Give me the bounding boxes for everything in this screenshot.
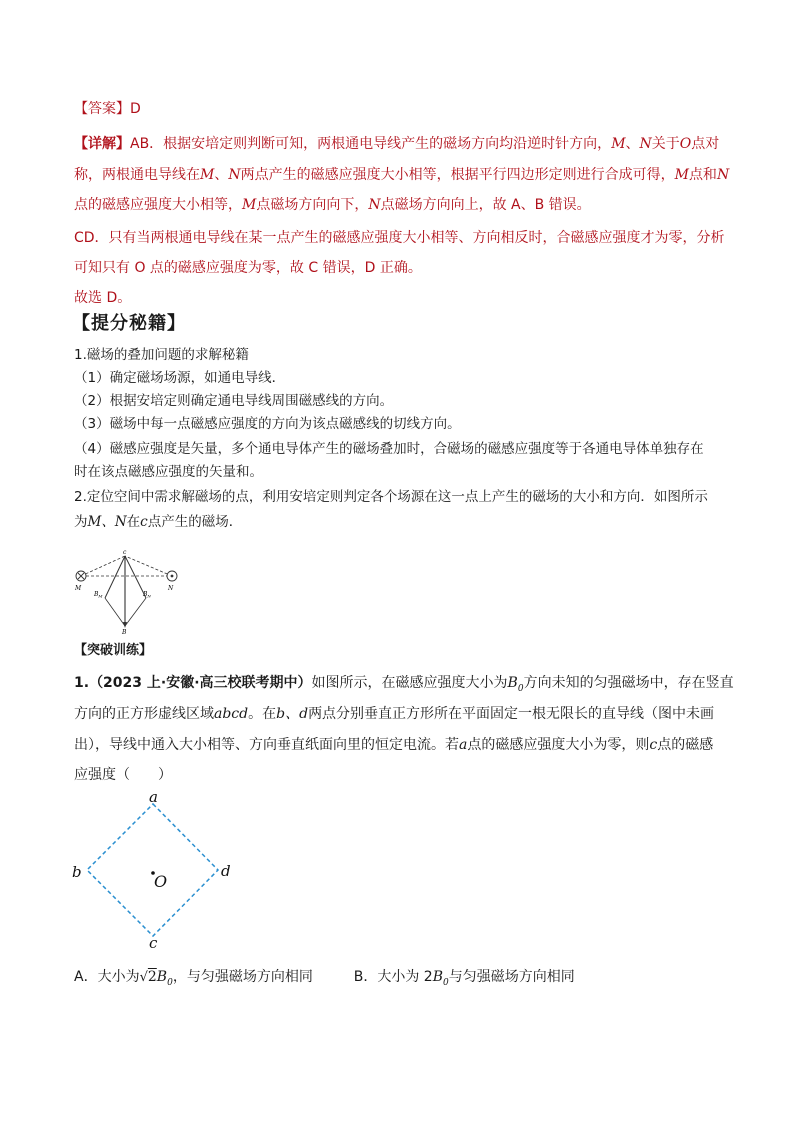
symbol-n: N bbox=[716, 167, 730, 183]
tips-title-2b bbox=[74, 513, 724, 531]
tips-title-2a: 2.定位空间中需求解磁场的点，利用安培定则判定各个场源在这一点上产生的磁场的大小和方向．如图所示 bbox=[74, 489, 708, 505]
symbol-sep: 、 bbox=[214, 167, 229, 183]
detail-cd-line-2: 可知只有 O 点的磁感应强度为零，故 C 错误，D 正确。 bbox=[74, 260, 422, 276]
symbol-n: N bbox=[639, 136, 652, 152]
answer-line bbox=[74, 100, 724, 118]
question-text: 点的磁感应强度大小为零，则 bbox=[467, 737, 650, 753]
parallelogram-side bbox=[105, 598, 125, 626]
symbol-n: N bbox=[368, 197, 381, 213]
label-bm-sub: M bbox=[98, 593, 103, 599]
tips-text: 点产生的磁场． bbox=[147, 514, 243, 530]
label-m: M bbox=[75, 585, 82, 592]
detail-conclusion: 故选 D。 bbox=[74, 290, 132, 306]
center-o: O bbox=[154, 872, 168, 891]
option-a[interactable] bbox=[74, 969, 317, 988]
question-text: 方向的正方形虚线区域 bbox=[74, 706, 214, 722]
detail-text: 点对 bbox=[691, 136, 720, 152]
answer-value: D bbox=[130, 101, 141, 117]
question-text: 两点分别垂直正方形所在平面固定一根无限长的直导线（图中未画 bbox=[308, 706, 715, 722]
option-b-rest: 与匀强磁场方向相同 bbox=[448, 969, 575, 985]
symbol-c: c bbox=[649, 737, 658, 753]
label-bn-sub: N bbox=[147, 593, 151, 599]
vector-bm bbox=[105, 556, 125, 598]
symbol-abcd: abcd bbox=[214, 706, 249, 722]
symbol-b0: B bbox=[507, 675, 518, 691]
nc-dashed-line bbox=[125, 556, 172, 576]
square-region-diagram bbox=[66, 788, 246, 953]
tips-step-2: （2）根据安培定则确定通电导线周围磁感线的方向。 bbox=[74, 393, 394, 409]
parallelogram-side bbox=[125, 598, 146, 626]
sqrt-icon: √ bbox=[139, 970, 148, 985]
option-a-rest: ，与匀强磁场方向相同 bbox=[172, 969, 313, 985]
mc-dashed-line bbox=[81, 556, 125, 576]
detail-line-3 bbox=[74, 196, 724, 214]
symbol-o: O bbox=[679, 136, 692, 152]
field-superposition-diagram bbox=[70, 548, 190, 638]
tips-step-4a: （4）磁感应强度是矢量，多个通电导体产生的磁场叠加时，合磁场的磁感应强度等于各通电导体单独存在 bbox=[74, 441, 704, 457]
question-number: 1. bbox=[74, 675, 90, 691]
question-source: （2023 上·安徽·高三校联考期中） bbox=[89, 675, 312, 691]
question-text: 如图所示，在磁感应强度大小为 bbox=[311, 675, 508, 691]
tips-text: 在 bbox=[126, 514, 141, 530]
option-a-b: B bbox=[156, 969, 168, 985]
detail-cd-line-1: CD．只有当两根通电导线在某一点产生的磁感应强度大小相等、方向相反时，合磁感应强度才为零，分析 bbox=[74, 230, 725, 246]
label-bm bbox=[93, 591, 103, 599]
question-line-2 bbox=[74, 705, 724, 723]
detail-text: 称，两根通电导线在 bbox=[74, 167, 200, 183]
question-text: 点的磁感 bbox=[657, 737, 714, 753]
tips-step-4b: 时在该点磁感应强度的矢量和。 bbox=[74, 464, 263, 480]
question-line-3 bbox=[74, 736, 724, 754]
symbol-c: c bbox=[140, 514, 148, 530]
option-b-b: B bbox=[432, 969, 443, 985]
dashed-square bbox=[87, 804, 218, 936]
symbol-n: N bbox=[228, 167, 241, 183]
vertex-b: b bbox=[72, 863, 82, 881]
tips-step-1: （1）确定磁场场源，如通电导线． bbox=[74, 370, 286, 386]
symbol-m: M bbox=[611, 136, 626, 152]
detail-text: 点的磁感应强度大小相等， bbox=[74, 197, 242, 213]
detail-text: 两点产生的磁感应强度大小相等，根据平行四边形定则进行合成可得， bbox=[240, 167, 675, 183]
option-a-sub: 0 bbox=[167, 977, 173, 988]
detail-line-2 bbox=[74, 166, 730, 184]
symbol-m: M bbox=[242, 197, 257, 213]
question-text: 。在 bbox=[248, 706, 277, 722]
arrowhead-icon bbox=[123, 622, 127, 628]
wire-n-dot-icon bbox=[171, 575, 174, 578]
label-bm-main: B bbox=[94, 591, 99, 598]
answer-label: 【答案】 bbox=[74, 101, 130, 117]
symbol-m: M bbox=[674, 167, 689, 183]
symbol-bd: b、d bbox=[276, 706, 309, 722]
option-a-root: 2 bbox=[147, 969, 157, 985]
label-n: N bbox=[168, 585, 174, 592]
symbol-mn: M、N bbox=[87, 514, 127, 530]
question-line-1 bbox=[74, 674, 734, 698]
vertex-c: c bbox=[149, 934, 158, 952]
vertex-d: d bbox=[221, 862, 231, 880]
tips-step-3: （3）磁场中每一点磁感应强度的方向为该点磁感线的切线方向。 bbox=[74, 416, 461, 432]
label-bn-main: B bbox=[143, 591, 148, 598]
question-text: 出），导线中通入大小相等、方向垂直纸面向里的恒定电流。若 bbox=[74, 737, 459, 753]
detail-text: 点磁场方向向下， bbox=[256, 197, 369, 213]
symbol-b0-sub: 0 bbox=[517, 683, 524, 694]
option-a-label: A．大小为 bbox=[74, 969, 140, 985]
label-bn bbox=[142, 591, 151, 599]
option-b-label: B．大小为 2 bbox=[353, 969, 433, 985]
question-text: 方向未知的匀强磁场中，存在竖直 bbox=[523, 675, 734, 691]
detail-label: 【详解】 bbox=[74, 136, 130, 152]
options-line bbox=[74, 968, 724, 992]
training-heading: 【突破训练】 bbox=[74, 643, 153, 658]
option-b[interactable] bbox=[353, 969, 575, 988]
label-c: c bbox=[123, 549, 127, 556]
option-b-sub: 0 bbox=[443, 977, 449, 988]
detail-text: AB．根据安培定则判断可知，两根通电导线产生的磁场方向均沿逆时针方向， bbox=[130, 136, 612, 152]
symbol-m: M bbox=[200, 167, 215, 183]
detail-text: 关于 bbox=[651, 136, 680, 152]
symbol-a: a bbox=[459, 737, 468, 753]
tips-title-1: 1.磁场的叠加问题的求解秘籍 bbox=[74, 347, 249, 363]
vertex-a: a bbox=[149, 788, 158, 806]
label-b: B bbox=[122, 629, 127, 636]
detail-line-1 bbox=[74, 135, 724, 153]
symbol-sep: 、 bbox=[625, 136, 640, 152]
detail-text: 点和 bbox=[688, 167, 717, 183]
detail-text: 点磁场方向向上，故 A、B 错误。 bbox=[380, 197, 591, 213]
tips-text: 为 bbox=[74, 514, 88, 530]
tips-heading: 【提分秘籍】 bbox=[72, 313, 186, 334]
question-line-4: 应强度（ ） bbox=[74, 767, 172, 783]
